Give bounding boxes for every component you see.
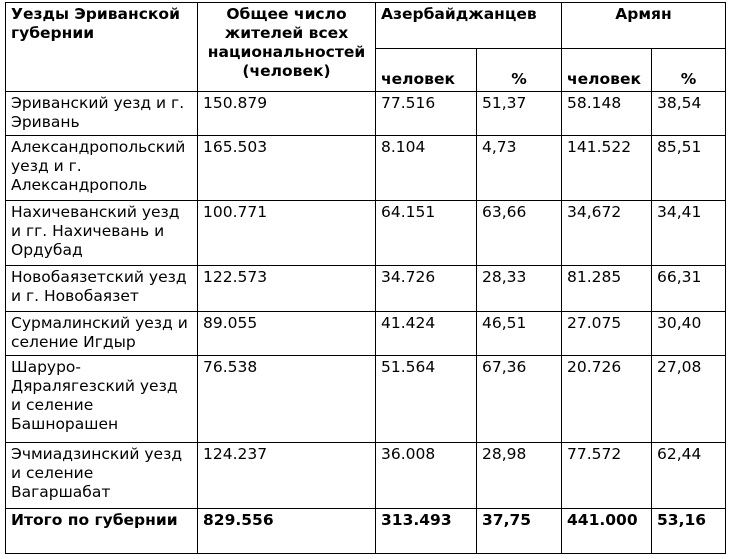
district-name: Александропольский уезд и г. Александрополь bbox=[6, 136, 198, 201]
arm-percent: 30,40 bbox=[652, 312, 726, 356]
header-total-population: Общее число жителей всех национальностей (человек) bbox=[198, 3, 376, 92]
arm-percent: 62,44 bbox=[652, 443, 726, 509]
district-name: Нахичеванский уезд и гг. Нахичевань и Ордубад bbox=[6, 201, 198, 266]
az-percent: 63,66 bbox=[477, 201, 562, 266]
table-row bbox=[6, 312, 726, 356]
arm-percent: 34,41 bbox=[652, 201, 726, 266]
subheader-arm-people: человек bbox=[562, 49, 652, 92]
arm-people: 77.572 bbox=[562, 443, 652, 509]
total-population: 124.237 bbox=[198, 443, 376, 509]
az-people: 8.104 bbox=[376, 136, 477, 201]
arm-people: 141.522 bbox=[562, 136, 652, 201]
table-row bbox=[6, 92, 726, 136]
total-population: 76.538 bbox=[198, 356, 376, 443]
total-population: 150.879 bbox=[198, 92, 376, 136]
az-people: 34.726 bbox=[376, 266, 477, 312]
arm-percent: 27,08 bbox=[652, 356, 726, 443]
population-table bbox=[5, 2, 726, 554]
arm-percent: 38,54 bbox=[652, 92, 726, 136]
arm-percent: 85,51 bbox=[652, 136, 726, 201]
az-percent: 4,73 bbox=[477, 136, 562, 201]
district-name: Новобаязетский уезд и г. Новобаязет bbox=[6, 266, 198, 312]
az-people: 41.424 bbox=[376, 312, 477, 356]
az-percent: 67,36 bbox=[477, 356, 562, 443]
totals-population: 829.556 bbox=[198, 509, 376, 554]
totals-row bbox=[6, 509, 726, 554]
header-azerbaijani: Азербайджанцев bbox=[376, 3, 562, 49]
total-population: 100.771 bbox=[198, 201, 376, 266]
subheader-arm-percent: % bbox=[652, 49, 726, 92]
subheader-az-people: человек bbox=[376, 49, 477, 92]
arm-people: 58.148 bbox=[562, 92, 652, 136]
az-percent: 28,33 bbox=[477, 266, 562, 312]
district-name: Сурмалинский уезд и селение Игдыр bbox=[6, 312, 198, 356]
totals-arm-percent: 53,16 bbox=[652, 509, 726, 554]
district-name: Шаруро-Дяралягезский уезд и селение Башнорашен bbox=[6, 356, 198, 443]
totals-az-percent: 37,75 bbox=[477, 509, 562, 554]
az-people: 36.008 bbox=[376, 443, 477, 509]
az-percent: 46,51 bbox=[477, 312, 562, 356]
arm-people: 27.075 bbox=[562, 312, 652, 356]
table-row bbox=[6, 136, 726, 201]
table-row bbox=[6, 201, 726, 266]
arm-people: 20.726 bbox=[562, 356, 652, 443]
table-row bbox=[6, 266, 726, 312]
table-row bbox=[6, 443, 726, 509]
district-name: Эриванский уезд и г. Эривань bbox=[6, 92, 198, 136]
az-people: 51.564 bbox=[376, 356, 477, 443]
az-people: 77.516 bbox=[376, 92, 477, 136]
totals-label: Итого по губернии bbox=[6, 509, 198, 554]
arm-people: 34,672 bbox=[562, 201, 652, 266]
total-population: 165.503 bbox=[198, 136, 376, 201]
totals-arm-people: 441.000 bbox=[562, 509, 652, 554]
header-armenian: Армян bbox=[562, 3, 726, 49]
arm-percent: 66,31 bbox=[652, 266, 726, 312]
table-row bbox=[6, 356, 726, 443]
total-population: 122.573 bbox=[198, 266, 376, 312]
subheader-az-percent: % bbox=[477, 49, 562, 92]
totals-az-people: 313.493 bbox=[376, 509, 477, 554]
total-population: 89.055 bbox=[198, 312, 376, 356]
az-percent: 28,98 bbox=[477, 443, 562, 509]
az-people: 64.151 bbox=[376, 201, 477, 266]
header-row bbox=[6, 3, 726, 49]
az-percent: 51,37 bbox=[477, 92, 562, 136]
arm-people: 81.285 bbox=[562, 266, 652, 312]
header-district: Уезды Эриванской губернии bbox=[6, 3, 198, 92]
district-name: Эчмиадзинский уезд и селение Вагаршабат bbox=[6, 443, 198, 509]
